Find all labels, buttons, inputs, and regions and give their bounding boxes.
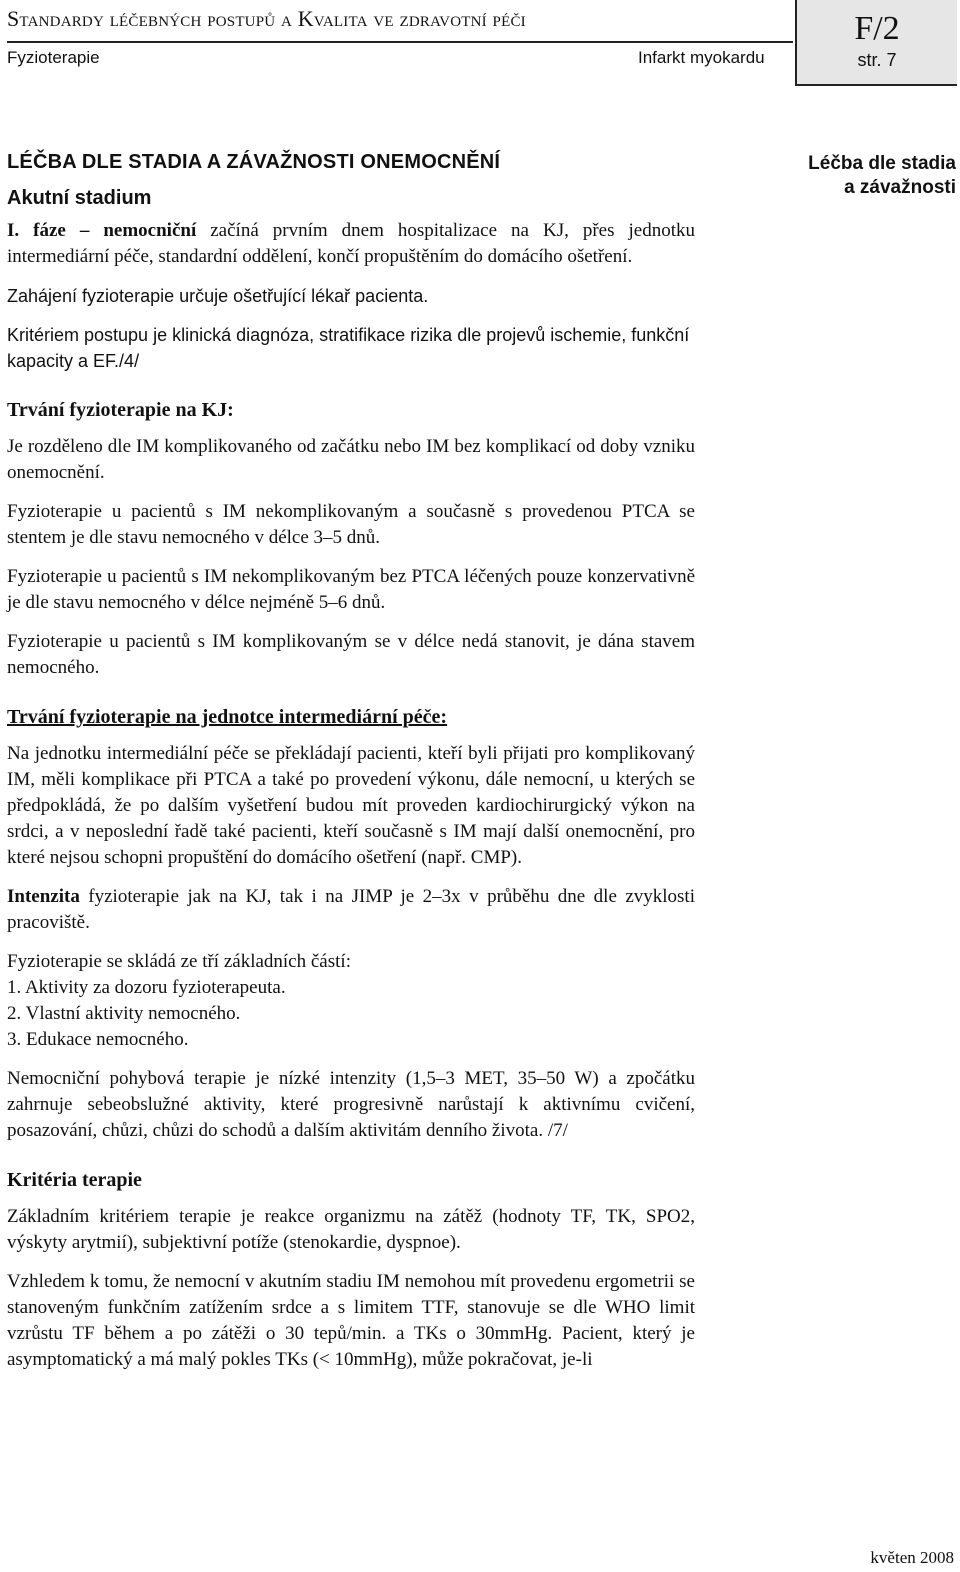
list-item: 3. Edukace nemocného.	[7, 1029, 189, 1050]
parts-list	[7, 975, 695, 1053]
paragraph-duration-1: Je rozděleno dle IM komplikovaného od začátku nebo IM bez komplikací od doby vzniku onemocnění.	[7, 436, 695, 483]
header-rule	[7, 41, 793, 43]
section-label: Fyzioterapie	[7, 48, 100, 67]
side-label-line2: a závažnosti	[844, 177, 956, 198]
paragraph-criteria-1: Základním kritériem terapie je reakce organizmu na zátěž (hodnoty TF, TK, SPO2, výskyty arytmií), subjektivní potíže (stenokardie, dyspnoe).	[7, 1206, 695, 1253]
list-item: 2. Vlastní aktivity nemocného.	[7, 1003, 241, 1024]
page-box	[795, 0, 957, 86]
footer-date: květen 2008	[870, 1548, 954, 1567]
main-content	[7, 150, 695, 1386]
paragraph-intensity	[7, 884, 695, 936]
document-title: Standardy léčebných postupů a Kvalita ve zdravotní péči	[7, 6, 526, 31]
subheading-acute-stage: Akutní stadium	[7, 187, 152, 209]
paragraph-jimp: Na jednotku intermediální péče se překládají pacienti, kteří byli přijati pro komplikovaný IM, měli komplikace při PTCA a také po provedení výkonu, dále nemocní, u kterých se předpokládá, že po dalším vyšetření budou mít proveden kardiochirurgický výkon na srdci, a v neposlední řadě také pacienti, kteří současně s IM mají další onemocnění, pro které nejsou schopni propuštění do domácího ošetření (např. CMP).	[7, 743, 695, 868]
main-heading: LÉČBA DLE STADIA A ZÁVAŽNOSTI ONEMOCNĚNÍ	[7, 151, 501, 173]
side-label-line1: Léčba dle stadia	[808, 153, 956, 174]
paragraph-therapy: Nemocniční pohybová terapie je nízké intenzity (1,5–3 MET, 35–50 W) a zpočátku zahrnuje sebeobslužné aktivity, které progresivně narůstají k aktivnímu cvičení, posazování, chůzi, chůzi do schodů a dalším aktivitám denního života. /7/	[7, 1068, 695, 1141]
heading-duration-jimp: Trvání fyzioterapie na jednotce intermediární péče:	[7, 706, 448, 728]
page-number: str. 7	[857, 50, 897, 70]
list-item: 1. Aktivity za dozoru fyzioterapeuta.	[7, 977, 286, 998]
paragraph-duration-3: Fyzioterapie u pacientů s IM nekomplikovaným bez PTCA léčených pouze konzervativně je dle stavu nemocného v délce nejméně 5–6 dnů.	[7, 566, 695, 613]
page-code: F/2	[854, 10, 900, 47]
intensity-bold: Intenzita	[7, 886, 80, 907]
paragraph-phase	[7, 218, 695, 270]
paragraph-start: Zahájení fyzioterapie určuje ošetřující lékař pacienta.	[7, 286, 429, 306]
heading-duration-kj: Trvání fyzioterapie na KJ:	[7, 399, 234, 421]
paragraph-duration-4: Fyzioterapie u pacientů s IM komplikovaným se v délce nedá stanovit, je dána stavem nemocného.	[7, 631, 695, 678]
paragraph-duration-2: Fyzioterapie u pacientů s IM nekomplikovaným a současně s provedenou PTCA se stentem je dle stavu nemocného v délce 3–5 dnů.	[7, 501, 695, 548]
paragraph-parts-intro: Fyzioterapie se skládá ze tří základních částí:	[7, 951, 351, 972]
side-label	[756, 152, 956, 200]
paragraph-criteria-2: Vzhledem k tomu, že nemocní v akutním stadiu IM nemohou mít provedenu ergometrii se stanoveným funkčním zatížením srdce a s limitem TTF, stanovuje se dle WHO limit vzrůstu TF během a po zátěži o 30 tepů/min. a TKs o 30mmHg. Pacient, který je asymptomatický a má malý pokles TKs (< 10mmHg), může pokračovat, je-li	[7, 1271, 695, 1370]
heading-criteria: Kritéria terapie	[7, 1169, 142, 1191]
topic-label: Infarkt myokardu	[638, 48, 765, 67]
phase-text: začíná prvním dnem hospitalizace na KJ, přes jednotku intermediární péče, standardní oddělení, končí propuštěním do domácího ošetření.	[7, 220, 695, 267]
intensity-text: fyzioterapie jak na KJ, tak i na JIMP je 2–3x v průběhu dne dle zvyklosti pracoviště.	[7, 886, 695, 933]
paragraph-criterion: Kritériem postupu je klinická diagnóza, stratifikace rizika dle projevů ischemie, funkční kapacity a EF./4/	[7, 325, 690, 371]
phase-bold: I. fáze – nemocniční	[7, 220, 197, 241]
